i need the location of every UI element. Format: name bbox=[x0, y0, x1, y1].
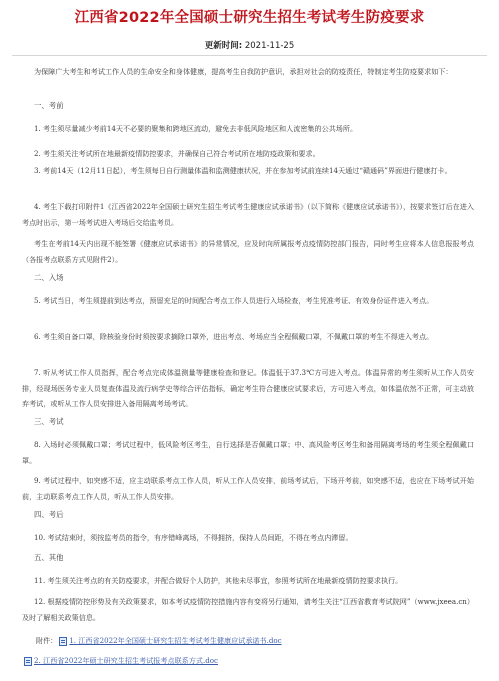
paragraph-3: 3. 考前14天（12月11日起），考生须每日自行测量体温和监测健康状况，并在参加考试前连续14天通过“赣通码”界面进行健康打卡。 bbox=[34, 166, 452, 175]
paragraph-4: 4. 考生下载打印附件1《江西省2022年全国硕士研究生招生考试考生健康应试承诺书》（以下简称《健康应试承诺书》），按要求签订后在进入考点时出示，第一场考试进入考场后交给监考员。 bbox=[22, 202, 474, 227]
paragraph-12: 12. 根据疫情防控形势及有关政策要求，如本考试疫情防控措施内容有变将另行通知，请考生关注“江西省教育考试院网”（www.jxeea.cn）及时了解相关政策信息。 bbox=[22, 597, 474, 622]
paragraph-10: 10. 考试结束时，须按监考员的指令，有序错峰离场，不得拥挤，保持人员间距，不得在考点内滞留。 bbox=[34, 533, 353, 542]
paragraph-6: 6. 考生须自备口罩，除核验身份时须按要求摘除口罩外，进出考点、考场应当全程佩戴口罩，不佩戴口罩的考生不得进入考点。 bbox=[34, 332, 434, 341]
paragraph-2: 2. 考生须关注考试所在地最新疫情防控要求，并确保自己符合考试所在地防疫政策和要求。 bbox=[34, 149, 320, 158]
paragraph-7: 7. 听从考试工作人员指挥，配合考点完成体温测量等健康检查和登记。体温低于37.3℃方可进入考点。体温异常的考生须听从工作人员安排，经现场医务专业人员复查体温及流行病学史等综合评估指标，确定考生符合健康应试要求后，方可进入考点，如体温依然不正常，可主动放弃考试，或听从工作人员安排进入备用隔离考场考试。 bbox=[22, 368, 474, 408]
attachments-label: 附件： bbox=[36, 636, 58, 645]
paragraph-4-note: 考生在考前14天内出现不能签署《健康应试承诺书》的异常情况，应及时向所属报考点疫情防控部门报告，同时考生应将本人信息报报考点（各报考点联系方式见附件2）。 bbox=[22, 239, 474, 264]
document-icon bbox=[24, 657, 32, 666]
title-divider bbox=[12, 55, 487, 56]
attachment-row-2 bbox=[22, 656, 218, 666]
update-time-label: 更新时间: bbox=[204, 41, 243, 51]
section-heading-other: 五、其他 bbox=[34, 553, 64, 562]
paragraph-1: 1. 考生须尽量减少考前14天不必要的聚集和跨地区流动，避免去非低风险地区和人流密集的公共场所。 bbox=[34, 124, 358, 133]
section-heading-after-exam: 四、考后 bbox=[34, 510, 64, 519]
update-time-value: 2021-11-25 bbox=[244, 41, 295, 51]
section-heading-entry: 二、入场 bbox=[34, 273, 64, 282]
update-time bbox=[0, 39, 499, 51]
section-heading-exam: 三、考试 bbox=[34, 417, 64, 426]
page-title: 江西省2022年全国硕士研究生招生考试考生防疫要求 bbox=[74, 10, 425, 26]
section-heading-before-exam: 一、考前 bbox=[34, 101, 64, 110]
paragraph-8: 8. 入场时必须佩戴口罩；考试过程中，低风险考区考生，自行选择是否佩戴口罩；中、高风险考区考生和备用隔离考场的考生须全程佩戴口罩。 bbox=[22, 440, 474, 465]
attachment-link-2[interactable]: 2. 江西省2022年硕士研究生招生考试报考点联系方式.doc bbox=[34, 656, 218, 665]
attachment-link-1[interactable]: 1. 江西省2022年全国硕士研究生招生考试考生健康应试承诺书.doc bbox=[69, 636, 282, 645]
attachment-row-1 bbox=[36, 636, 282, 646]
document-icon bbox=[59, 637, 67, 646]
paragraph-5: 5. 考试当日，考生须提前到达考点，预留充足的时间配合考点工作人员进行入场检查，考生凭准考证、有效身份证件进入考点。 bbox=[34, 296, 434, 305]
paragraph-9: 9. 考试过程中，如突感不适，应主动联系考点工作人员，听从工作人员安排，前场考试后，下场开考前，如突感不适，也应在下场考试开始前，主动联系考点工作人员，听从工作人员安排。 bbox=[22, 476, 474, 501]
intro-paragraph: 为保障广大考生和考试工作人员的生命安全和身体健康，提高考生自我防护意识，承担对社会的防疫责任，特制定考生防疫要求如下： bbox=[34, 67, 453, 76]
paragraph-11: 11. 考生须关注考点的有关防疫要求，并配合做好个人防护，其他未尽事宜，参照考试所在地最新疫情防控要求执行。 bbox=[34, 576, 403, 585]
